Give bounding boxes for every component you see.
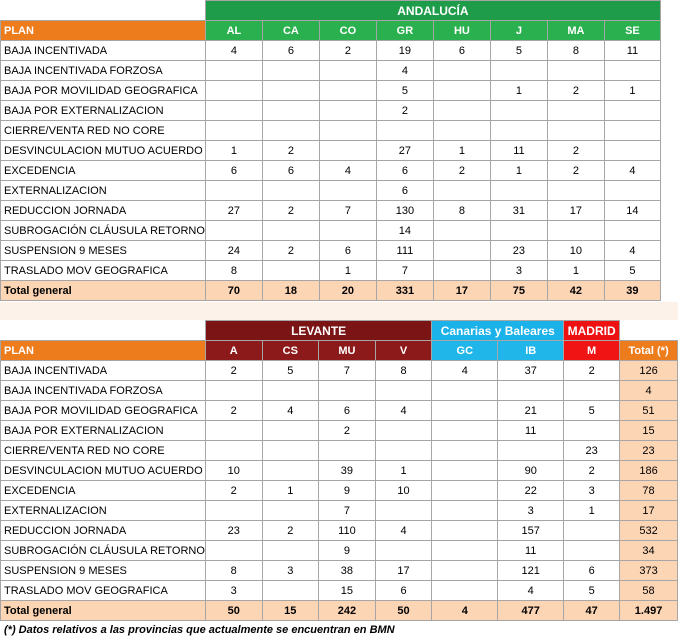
data-cell xyxy=(490,221,547,241)
data-cell xyxy=(319,101,376,121)
row-label: EXTERNALIZACION xyxy=(1,181,206,201)
data-cell: 5 xyxy=(262,361,319,381)
data-cell: 3 xyxy=(490,261,547,281)
data-cell xyxy=(319,441,376,461)
data-cell xyxy=(432,441,498,461)
row-label: DESVINCULACION MUTUO ACUERDO xyxy=(1,461,206,481)
column-header-row xyxy=(1,21,661,41)
data-cell: 6 xyxy=(564,561,620,581)
data-cell xyxy=(604,141,660,161)
data-cell xyxy=(433,61,490,81)
data-cell: 7 xyxy=(319,201,376,221)
data-cell xyxy=(433,81,490,101)
data-cell xyxy=(319,121,376,141)
data-cell: 6 xyxy=(262,161,319,181)
total-cell: 20 xyxy=(319,281,376,301)
data-cell: 2 xyxy=(205,361,262,381)
data-cell xyxy=(205,421,262,441)
data-cell: 186 xyxy=(620,461,678,481)
data-cell xyxy=(319,221,376,241)
data-cell xyxy=(205,221,262,241)
data-cell xyxy=(547,221,604,241)
data-cell xyxy=(433,241,490,261)
data-cell xyxy=(262,81,319,101)
column-header: HU xyxy=(433,21,490,41)
row-label: BAJA POR MOVILIDAD GEOGRAFICA xyxy=(1,401,206,421)
data-cell: 2 xyxy=(262,521,319,541)
data-cell: 1 xyxy=(490,161,547,181)
data-cell xyxy=(319,381,376,401)
data-cell: 5 xyxy=(490,41,547,61)
data-cell: 111 xyxy=(376,241,433,261)
data-cell: 2 xyxy=(205,481,262,501)
data-cell xyxy=(319,141,376,161)
column-header: MA xyxy=(547,21,604,41)
data-cell xyxy=(262,261,319,281)
data-cell: 2 xyxy=(564,361,620,381)
data-cell xyxy=(564,381,620,401)
data-cell: 532 xyxy=(620,521,678,541)
data-cell: 157 xyxy=(498,521,564,541)
data-cell xyxy=(205,181,262,201)
data-cell: 24 xyxy=(205,241,262,261)
plan-column-header: PLAN xyxy=(1,341,206,361)
data-cell xyxy=(262,441,319,461)
row-label: SUSPENSION 9 MESES xyxy=(1,561,206,581)
data-cell: 19 xyxy=(376,41,433,61)
column-header: J xyxy=(490,21,547,41)
data-cell: 2 xyxy=(319,421,376,441)
total-cell: 17 xyxy=(433,281,490,301)
data-cell xyxy=(604,221,660,241)
data-cell: 7 xyxy=(319,361,376,381)
data-cell xyxy=(604,101,660,121)
table-row xyxy=(1,101,661,121)
total-cell: 50 xyxy=(205,601,262,621)
data-cell xyxy=(604,61,660,81)
column-header: M xyxy=(564,341,620,361)
data-cell: 6 xyxy=(205,161,262,181)
data-cell: 23 xyxy=(490,241,547,261)
data-cell: 2 xyxy=(547,81,604,101)
data-cell: 1 xyxy=(490,81,547,101)
data-cell: 2 xyxy=(262,241,319,261)
table-row xyxy=(1,561,678,581)
total-label: Total general xyxy=(1,281,206,301)
table-row xyxy=(1,121,661,141)
data-cell: 5 xyxy=(564,581,620,601)
table-row xyxy=(1,401,678,421)
data-cell: 1 xyxy=(375,461,432,481)
row-label: CIERRE/VENTA RED NO CORE xyxy=(1,441,206,461)
row-label: BAJA INCENTIVADA xyxy=(1,361,206,381)
data-cell: 130 xyxy=(376,201,433,221)
data-cell: 3 xyxy=(205,581,262,601)
data-cell: 2 xyxy=(262,201,319,221)
footnote: (*) Datos relativos a las provincias que actualmente se encuentran en BMN xyxy=(4,624,395,636)
data-cell: 6 xyxy=(262,41,319,61)
data-cell: 9 xyxy=(319,541,376,561)
table-row xyxy=(1,41,661,61)
data-cell: 4 xyxy=(498,581,564,601)
data-cell: 4 xyxy=(319,161,376,181)
column-header: V xyxy=(375,341,432,361)
column-header: GC xyxy=(432,341,498,361)
data-cell: 1 xyxy=(262,481,319,501)
total-cell: 50 xyxy=(375,601,432,621)
row-label: TRASLADO MOV GEOGRAFICA xyxy=(1,261,206,281)
row-label: EXTERNALIZACION xyxy=(1,501,206,521)
row-label: CIERRE/VENTA RED NO CORE xyxy=(1,121,206,141)
total-column-header: Total (*) xyxy=(620,341,678,361)
row-label: SUBROGACIÓN CLÁUSULA RETORNO xyxy=(1,541,206,561)
row-label: TRASLADO MOV GEOGRAFICA xyxy=(1,581,206,601)
data-cell: 1 xyxy=(564,501,620,521)
row-label: BAJA POR MOVILIDAD GEOGRAFICA xyxy=(1,81,206,101)
row-label: EXCEDENCIA xyxy=(1,161,206,181)
data-cell: 14 xyxy=(376,221,433,241)
data-cell: 121 xyxy=(498,561,564,581)
data-cell xyxy=(262,421,319,441)
data-cell: 2 xyxy=(205,401,262,421)
data-cell xyxy=(375,541,432,561)
data-cell: 4 xyxy=(375,521,432,541)
data-cell: 3 xyxy=(564,481,620,501)
data-cell xyxy=(433,221,490,241)
total-row xyxy=(1,601,678,621)
total-cell: 242 xyxy=(319,601,376,621)
data-cell: 58 xyxy=(620,581,678,601)
row-label: DESVINCULACION MUTUO ACUERDO xyxy=(1,141,206,161)
data-cell xyxy=(262,581,319,601)
row-label: BAJA POR EXTERNALIZACION xyxy=(1,421,206,441)
row-label: SUBROGACIÓN CLÁUSULA RETORNO xyxy=(1,221,206,241)
table-row xyxy=(1,181,661,201)
data-cell xyxy=(604,181,660,201)
data-cell xyxy=(432,421,498,441)
data-cell xyxy=(564,421,620,441)
table-row xyxy=(1,81,661,101)
total-cell: 42 xyxy=(547,281,604,301)
row-label: BAJA POR EXTERNALIZACION xyxy=(1,101,206,121)
column-header: CA xyxy=(262,21,319,41)
data-cell: 4 xyxy=(604,161,660,181)
data-cell: 6 xyxy=(376,161,433,181)
data-cell: 4 xyxy=(604,241,660,261)
table-row xyxy=(1,501,678,521)
total-cell: 331 xyxy=(376,281,433,301)
data-cell: 10 xyxy=(547,241,604,261)
data-cell xyxy=(432,521,498,541)
data-cell: 23 xyxy=(564,441,620,461)
data-cell xyxy=(262,381,319,401)
data-cell: 27 xyxy=(376,141,433,161)
data-cell xyxy=(262,181,319,201)
data-cell xyxy=(262,221,319,241)
data-cell: 9 xyxy=(319,481,376,501)
data-cell: 8 xyxy=(547,41,604,61)
header-spacer xyxy=(1,1,206,21)
table-row xyxy=(1,261,661,281)
row-label: BAJA INCENTIVADA xyxy=(1,41,206,61)
data-cell xyxy=(564,541,620,561)
data-cell xyxy=(319,181,376,201)
table-row xyxy=(1,201,661,221)
data-cell xyxy=(262,461,319,481)
data-cell xyxy=(490,181,547,201)
data-cell: 23 xyxy=(620,441,678,461)
data-cell: 11 xyxy=(490,141,547,161)
data-cell xyxy=(432,561,498,581)
data-cell xyxy=(432,581,498,601)
data-cell: 6 xyxy=(375,581,432,601)
data-cell: 22 xyxy=(498,481,564,501)
data-cell: 10 xyxy=(205,461,262,481)
data-cell: 11 xyxy=(498,541,564,561)
data-cell: 110 xyxy=(319,521,376,541)
data-cell: 15 xyxy=(319,581,376,601)
data-cell: 1 xyxy=(604,81,660,101)
data-cell xyxy=(490,61,547,81)
data-cell: 7 xyxy=(319,501,376,521)
table-row xyxy=(1,141,661,161)
data-cell: 39 xyxy=(319,461,376,481)
region-header-levante: LEVANTE xyxy=(205,321,431,341)
table-row xyxy=(1,461,678,481)
column-header: SE xyxy=(604,21,660,41)
data-cell xyxy=(205,541,262,561)
data-cell xyxy=(262,501,319,521)
data-cell xyxy=(375,381,432,401)
data-cell xyxy=(432,461,498,481)
data-cell: 6 xyxy=(319,241,376,261)
total-cell: 15 xyxy=(262,601,319,621)
data-cell: 5 xyxy=(564,401,620,421)
table-row xyxy=(1,481,678,501)
table-row xyxy=(1,241,661,261)
data-cell xyxy=(432,501,498,521)
data-cell xyxy=(604,121,660,141)
data-cell xyxy=(432,541,498,561)
section-gap xyxy=(0,302,678,320)
data-cell: 4 xyxy=(432,361,498,381)
data-cell: 38 xyxy=(319,561,376,581)
data-cell: 1 xyxy=(433,141,490,161)
row-label: REDUCCION JORNADA xyxy=(1,521,206,541)
data-cell xyxy=(432,481,498,501)
data-cell: 17 xyxy=(620,501,678,521)
region-header-andalucia: ANDALUCÍA xyxy=(205,1,660,21)
data-cell xyxy=(262,541,319,561)
data-cell: 8 xyxy=(433,201,490,221)
data-cell: 11 xyxy=(604,41,660,61)
table-row xyxy=(1,421,678,441)
column-header: A xyxy=(205,341,262,361)
table-row xyxy=(1,61,661,81)
data-cell: 37 xyxy=(498,361,564,381)
levante-canarias-madrid-table xyxy=(0,320,678,621)
data-cell: 2 xyxy=(433,161,490,181)
data-cell: 1 xyxy=(205,141,262,161)
total-cell: 75 xyxy=(490,281,547,301)
table-row xyxy=(1,361,678,381)
data-cell: 17 xyxy=(547,201,604,221)
data-cell: 78 xyxy=(620,481,678,501)
data-cell xyxy=(490,121,547,141)
data-cell xyxy=(433,261,490,281)
data-cell: 51 xyxy=(620,401,678,421)
data-cell: 2 xyxy=(547,161,604,181)
header-spacer xyxy=(1,321,206,341)
data-cell xyxy=(547,101,604,121)
data-cell xyxy=(205,381,262,401)
region-header-madrid: MADRID xyxy=(564,321,620,341)
column-header: AL xyxy=(205,21,262,41)
data-cell: 4 xyxy=(620,381,678,401)
data-cell xyxy=(205,121,262,141)
data-cell xyxy=(375,441,432,461)
data-cell xyxy=(547,61,604,81)
data-cell xyxy=(205,81,262,101)
data-cell xyxy=(375,421,432,441)
data-cell: 1 xyxy=(547,261,604,281)
column-header: CO xyxy=(319,21,376,41)
table-row xyxy=(1,521,678,541)
total-cell: 1.497 xyxy=(620,601,678,621)
total-row xyxy=(1,281,661,301)
data-cell: 5 xyxy=(376,81,433,101)
row-label: REDUCCION JORNADA xyxy=(1,201,206,221)
data-cell: 4 xyxy=(375,401,432,421)
data-cell: 23 xyxy=(205,521,262,541)
data-cell: 11 xyxy=(498,421,564,441)
data-cell xyxy=(375,501,432,521)
data-cell: 27 xyxy=(205,201,262,221)
data-cell xyxy=(205,441,262,461)
total-cell: 4 xyxy=(432,601,498,621)
table-row xyxy=(1,161,661,181)
total-cell: 47 xyxy=(564,601,620,621)
data-cell: 10 xyxy=(375,481,432,501)
data-cell: 6 xyxy=(433,41,490,61)
data-cell: 15 xyxy=(620,421,678,441)
data-cell: 1 xyxy=(319,261,376,281)
data-cell xyxy=(433,121,490,141)
column-header: IB xyxy=(498,341,564,361)
table-row xyxy=(1,221,661,241)
data-cell: 6 xyxy=(319,401,376,421)
data-cell xyxy=(432,401,498,421)
data-cell xyxy=(205,501,262,521)
data-cell: 2 xyxy=(319,41,376,61)
data-cell: 17 xyxy=(375,561,432,581)
plan-column-header: PLAN xyxy=(1,21,206,41)
region-header-canarias-baleares: Canarias y Baleares xyxy=(432,321,564,341)
data-cell: 8 xyxy=(205,561,262,581)
header-spacer xyxy=(620,321,678,341)
data-cell xyxy=(433,181,490,201)
data-cell: 2 xyxy=(376,101,433,121)
total-cell: 70 xyxy=(205,281,262,301)
column-header: GR xyxy=(376,21,433,41)
column-header-row xyxy=(1,341,678,361)
data-cell: 21 xyxy=(498,401,564,421)
data-cell xyxy=(547,121,604,141)
data-cell: 90 xyxy=(498,461,564,481)
data-cell: 373 xyxy=(620,561,678,581)
data-cell: 2 xyxy=(564,461,620,481)
data-cell xyxy=(319,61,376,81)
data-cell xyxy=(564,521,620,541)
total-cell: 477 xyxy=(498,601,564,621)
column-header: MU xyxy=(319,341,376,361)
data-cell xyxy=(319,81,376,101)
data-cell: 5 xyxy=(604,261,660,281)
data-cell: 126 xyxy=(620,361,678,381)
total-cell: 18 xyxy=(262,281,319,301)
data-cell: 34 xyxy=(620,541,678,561)
data-cell xyxy=(498,441,564,461)
data-cell: 31 xyxy=(490,201,547,221)
data-cell: 2 xyxy=(262,141,319,161)
data-cell: 6 xyxy=(376,181,433,201)
data-cell: 3 xyxy=(262,561,319,581)
data-cell xyxy=(376,121,433,141)
total-label: Total general xyxy=(1,601,206,621)
andalucia-table xyxy=(0,0,661,301)
data-cell: 3 xyxy=(498,501,564,521)
data-cell: 4 xyxy=(205,41,262,61)
data-cell: 8 xyxy=(375,361,432,381)
row-label: BAJA INCENTIVADA FORZOSA xyxy=(1,61,206,81)
total-cell: 39 xyxy=(604,281,660,301)
data-cell: 8 xyxy=(205,261,262,281)
table-row xyxy=(1,581,678,601)
data-cell xyxy=(547,181,604,201)
data-cell xyxy=(262,101,319,121)
data-cell: 2 xyxy=(547,141,604,161)
data-cell xyxy=(490,101,547,121)
data-cell: 14 xyxy=(604,201,660,221)
data-cell xyxy=(432,381,498,401)
row-label: SUSPENSION 9 MESES xyxy=(1,241,206,261)
table-row xyxy=(1,441,678,461)
data-cell xyxy=(433,101,490,121)
data-cell xyxy=(498,381,564,401)
data-cell xyxy=(262,121,319,141)
column-header: CS xyxy=(262,341,319,361)
row-label: EXCEDENCIA xyxy=(1,481,206,501)
data-cell: 7 xyxy=(376,261,433,281)
table-row xyxy=(1,381,678,401)
data-cell: 4 xyxy=(262,401,319,421)
data-cell: 4 xyxy=(376,61,433,81)
table-row xyxy=(1,541,678,561)
data-cell xyxy=(205,61,262,81)
data-cell xyxy=(262,61,319,81)
row-label: BAJA INCENTIVADA FORZOSA xyxy=(1,381,206,401)
data-cell xyxy=(205,101,262,121)
